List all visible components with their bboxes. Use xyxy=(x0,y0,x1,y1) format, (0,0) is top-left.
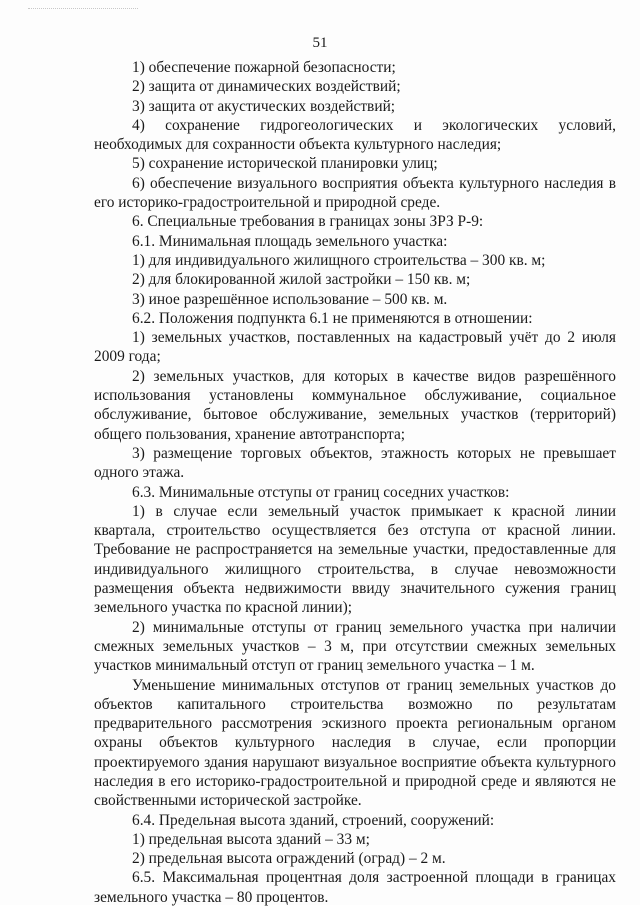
list-item: 2) предельная высота ограждений (оград) – 2 м. xyxy=(132,850,446,868)
list-item: 2) для блокированной жилой застройки – 150 кв. м; xyxy=(132,271,471,289)
subsection-heading: 6.4. Предельная высота зданий, строений, сооружений: xyxy=(132,811,495,829)
body-paragraph: Уменьшение минимальных отступов от границ земельных участков до объектов капитального строительства возможно по результатам предварительного рассмотрения эскизного проекта региональным органом охраны объектов культурного наследия в случае, если пропорции проектируемого здания нарушают визуальное восприятие объекта культурного наследия в его историко-градостроительной и природной среде и являются не свойственными исторической застройке. xyxy=(94,676,616,810)
list-item: 3) иное разрешённое использование – 500 кв. м. xyxy=(132,290,448,308)
list-item: 3) размещение торговых объектов, этажность которых не превышает одного этажа. xyxy=(94,444,616,482)
list-item: 2) защита от динамических воздействий; xyxy=(132,78,401,96)
subsection-heading: 6.2. Положения подпункта 6.1 не применяются в отношении: xyxy=(132,309,533,327)
list-item: 1) в случае если земельный участок примыкает к красной линии квартала, строительство осуществляется без отступа от красной линии. Требование не распространяется на земельные участки, предоставленные для индивидуального жилищного строительства, в случае невозможности размещения объекта недвижимости ввиду значительного сужения границ земельного участка по красной линии); xyxy=(94,502,616,617)
list-item: 6) обеспечение визуального восприятия объекта культурного наследия в его историко-градостроительной и природной среде. xyxy=(94,174,616,212)
section-heading: 6. Специальные требования в границах зоны ЗРЗ Р-9: xyxy=(132,213,484,231)
subsection-heading: 6.3. Минимальные отступы от границ соседних участков: xyxy=(132,483,510,501)
list-item: 5) сохранение исторической планировки улиц; xyxy=(132,155,438,173)
page-number: 51 xyxy=(312,35,328,51)
list-item: 1) предельная высота зданий – 33 м; xyxy=(132,830,370,848)
document-body xyxy=(94,58,616,907)
subsection-heading: 6.5. Максимальная процентная доля застроенной площади в границах земельного участка – 80 процентов. xyxy=(94,869,616,906)
subsection-heading: 6.1. Минимальная площадь земельного участка: xyxy=(132,232,448,250)
list-item: 1) обеспечение пожарной безопасности; xyxy=(132,59,396,76)
list-item: 2) минимальные отступы от границ земельного участка при наличии смежных земельных участков – 3 м, при отсутствии смежных земельных участков минимальный отступ от границ земельного участка – 1 м. xyxy=(94,618,616,675)
list-item: 3) защита от акустических воздействий; xyxy=(132,97,396,115)
scan-artifact xyxy=(28,8,138,11)
list-item: 1) для индивидуального жилищного строительства – 300 кв. м; xyxy=(132,251,546,269)
list-item: 2) земельных участков, для которых в качестве видов разрешённого использования установлены коммунальное обслуживание, социальное обслуживание, бытовое обслуживание, земельных участков (территорий) общего пользования, хранение автотранспорта; xyxy=(94,367,616,443)
list-item: 1) земельных участков, поставленных на кадастровый учёт до 2 июля 2009 года; xyxy=(94,329,616,366)
list-item: 4) сохранение гидрогеологических и экологических условий, необходимых для сохранности объекта культурного наследия; xyxy=(94,116,616,154)
